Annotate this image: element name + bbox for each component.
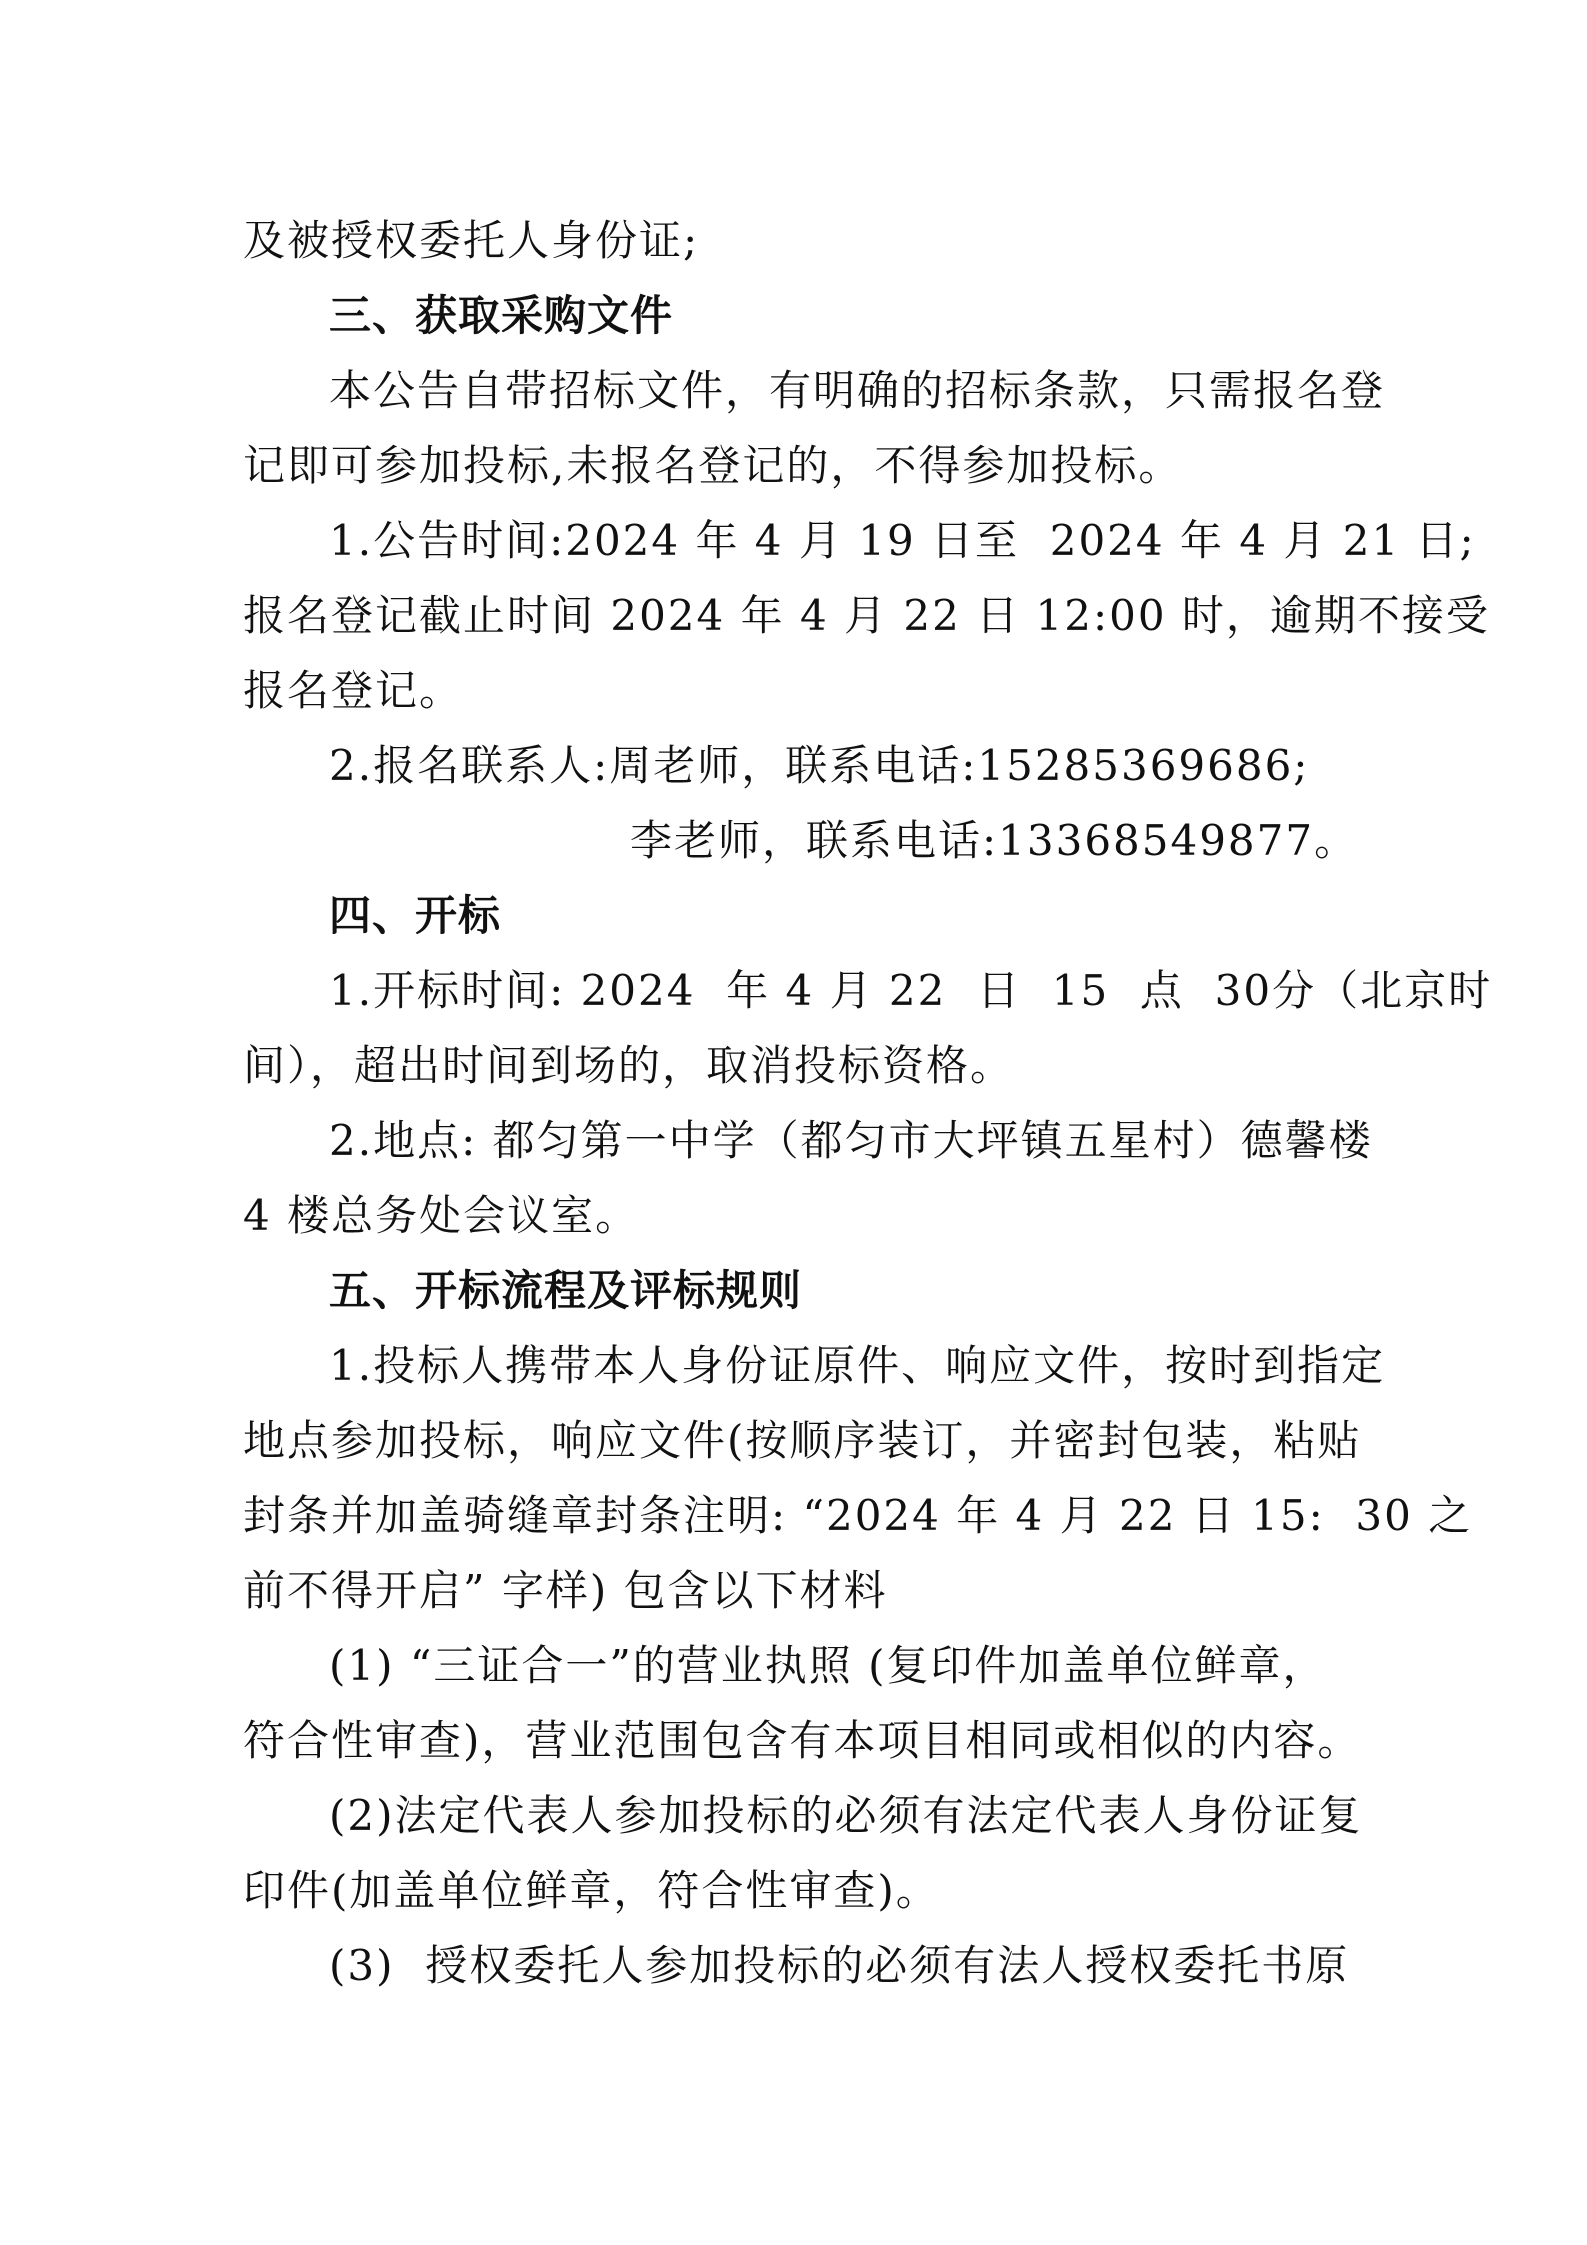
body-line: 1.开标时间: 2024 年 4 月 22 日 15 点 30分（北京时 (329, 966, 1493, 1015)
body-line: (3) 授权委托人参加投标的必须有法人授权委托书原 (329, 1941, 1350, 1990)
body-line: 前不得开启” 字样) 包含以下材料 (243, 1566, 888, 1615)
body-line: 报名登记截止时间 2024 年 4 月 22 日 12:00 时，逾期不接受 (243, 591, 1490, 640)
body-line: 4 楼总务处会议室。 (243, 1191, 640, 1240)
body-line: 报名登记。 (243, 666, 464, 715)
body-line: 1.公告时间:2024 年 4 月 19 日至 2024 年 4 月 21 日; (329, 516, 1476, 565)
body-line: 间），超出时间到场的，取消投标资格。 (243, 1041, 1015, 1090)
body-line: 印件(加盖单位鲜章，符合性审查)。 (243, 1866, 940, 1915)
body-line: (2)法定代表人参加投标的必须有法定代表人身份证复 (329, 1791, 1363, 1840)
body-line: 符合性审查)，营业范围包含有本项目相同或相似的内容。 (243, 1716, 1362, 1765)
body-line: 李老师，联系电话:13368549877。 (630, 816, 1359, 865)
body-line: 及被授权委托人身份证; (243, 216, 700, 265)
body-line: 2.地点: 都匀第一中学（都匀市大坪镇五星村）德馨楼 (329, 1116, 1373, 1165)
section-heading: 三、获取采购文件 (329, 291, 674, 340)
body-line: 本公告自带招标文件，有明确的招标条款，只需报名登 (329, 366, 1386, 415)
section-heading: 五、开标流程及评标规则 (329, 1266, 803, 1315)
body-line: 记即可参加投标,未报名登记的，不得参加投标。 (243, 441, 1183, 490)
document-body (243, 203, 1493, 2003)
body-line: 1.投标人携带本人身份证原件、响应文件，按时到指定 (329, 1341, 1386, 1390)
body-line: 2.报名联系人:周老师，联系电话:15285369686; (329, 741, 1310, 790)
section-heading: 四、开标 (329, 891, 502, 940)
body-line: 封条并加盖骑缝章封条注明: “2024 年 4 月 22 日 15: 30 之 (243, 1491, 1473, 1540)
body-line: 地点参加投标，响应文件(按顺序装订，并密封包装，粘贴 (243, 1416, 1362, 1465)
body-line: (1) “三证合一”的营业执照 (复印件加盖单位鲜章， (329, 1641, 1327, 1690)
